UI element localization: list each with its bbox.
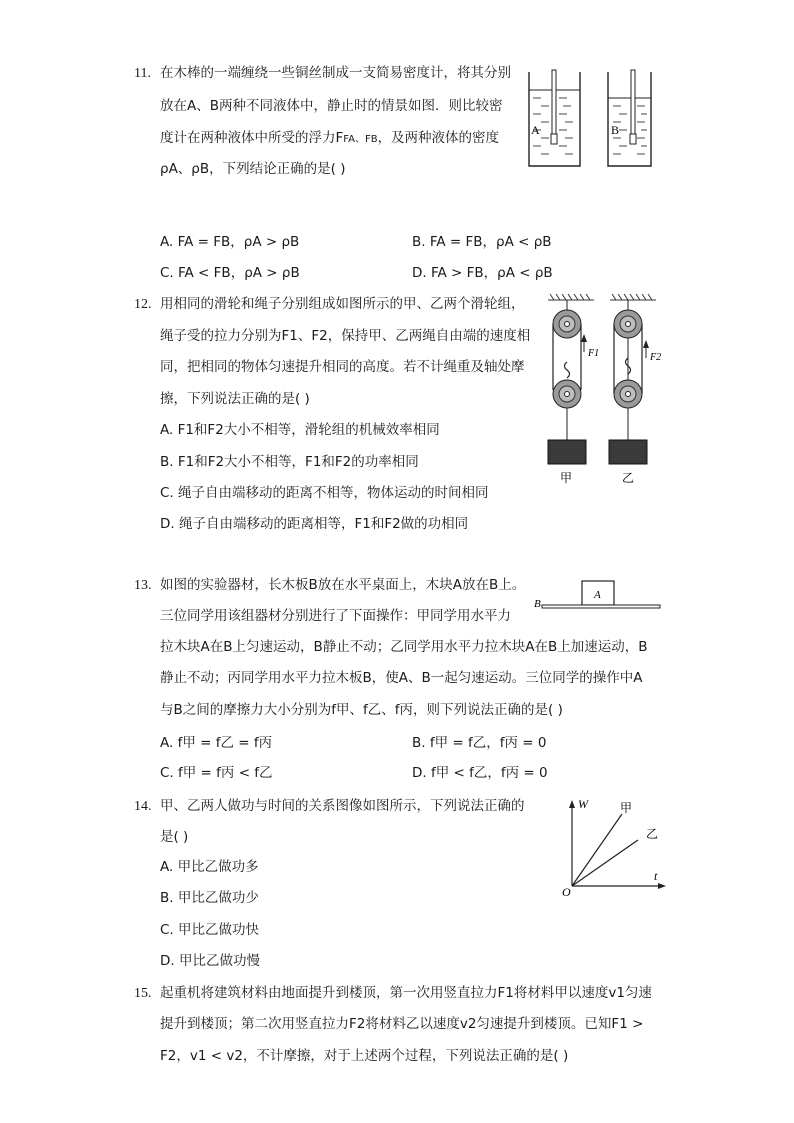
question-text-line: 提升到楼顶；第二次用竖直拉力F2将材料乙以速度v2匀速提升到楼顶。已知F1 > [160, 1016, 644, 1032]
option-d: D. f甲 < f乙，f丙 = 0 [412, 765, 548, 781]
option-a: A. F1和F2大小不相等，滑轮组的机械效率相同 [160, 422, 440, 438]
question-text-line: 拉木块A在B上匀速运动，B静止不动；乙同学用水平力拉木块A在B上加速运动，B [160, 639, 648, 655]
question-text-line: 度计在两种液体中所受的浮力FFA、FB，及两种液体的密度 [160, 130, 500, 146]
option-d: D. FA > FB，ρA < ρB [412, 265, 553, 281]
svg-text:O: O [562, 885, 571, 899]
question-text-line: 用相同的滑轮和绳子分别组成如图所示的甲、乙两个滑轮组， [160, 296, 525, 312]
question-text-line: 甲、乙两人做功与时间的关系图像如图所示，下列说法正确的 [160, 798, 525, 814]
option-a: A. FA = FB，ρA > ρB [160, 234, 300, 250]
label-b: B [534, 598, 541, 610]
svg-text:W: W [578, 797, 588, 811]
question-text-line: 放在A、B两种不同液体中，静止时的情景如图．则比较密 [160, 98, 503, 114]
svg-text:甲: 甲 [620, 801, 633, 815]
option-a: A. 甲比乙做功多 [160, 859, 259, 875]
option-b: B. 甲比乙做功少 [160, 890, 259, 906]
question-text-line: 绳子受的拉力分别为F1、F2，保持甲、乙两绳自由端的速度相 [160, 328, 531, 344]
question-text-line: F2，v1 < v2，不计摩擦，对于上述两个过程，下列说法正确的是( ) [160, 1048, 569, 1064]
svg-text:乙: 乙 [646, 827, 659, 841]
question-text-line: 是( ) [160, 829, 189, 845]
line-jia [572, 814, 622, 886]
question-text-line: 静止不动；丙同学用水平力拉木板B，使A、B一起匀速运动。三位同学的操作中A [160, 670, 643, 686]
question-number: 13. [134, 578, 152, 593]
option-d: D. 甲比乙做功慢 [160, 953, 260, 969]
question-text-line: 与B之间的摩擦力大小分别为f甲、f乙、f丙，则下列说法正确的是( ) [160, 702, 563, 718]
option-c: C. f甲 = f丙 < f乙 [160, 765, 273, 781]
option-a: A. f甲 = f乙 = f丙 [160, 735, 273, 751]
question-text-line: ρA、ρB，下列结论正确的是( ) [160, 161, 346, 177]
pulley-system-yi [609, 300, 661, 485]
label-f1: F1 [588, 348, 600, 359]
question-text-line: 擦，下列说法正确的是( ) [160, 391, 310, 407]
question-text-line: 同，把相同的物体匀速提升相同的高度。若不计绳重及轴处摩 [160, 359, 525, 375]
option-c: C. FA < FB，ρA > ρB [160, 265, 300, 281]
option-c: C. 绳子自由端移动的距离不相等，物体运动的时间相同 [160, 485, 489, 501]
line-yi [572, 840, 638, 886]
label-a: A [531, 123, 540, 137]
beaker-a [529, 70, 580, 166]
question-text-line: 三位同学用该组器材分别进行了下面操作：甲同学用水平力 [160, 608, 511, 624]
pulley-system-jia [548, 300, 599, 485]
label-yi: 乙 [622, 471, 635, 485]
pulley-figure [540, 292, 670, 487]
label-b: B [611, 123, 620, 137]
svg-text:t: t [654, 869, 658, 883]
option-d: D. 绳子自由端移动的距离相等，F1和F2做的功相同 [160, 516, 469, 532]
question-text-line: 如图的实验器材，长木板B放在水平桌面上，木块A放在B上。 [160, 577, 526, 593]
question-number: 14. [134, 799, 152, 814]
option-b: B. f甲 = f乙，f丙 = 0 [412, 735, 547, 751]
option-b: B. F1和F2大小不相等，F1和F2的功率相同 [160, 454, 419, 470]
label-a: A [594, 589, 601, 601]
question-text-line: 在木棒的一端缠绕一些铜丝制成一支简易密度计，将其分别 [160, 65, 511, 81]
label-f2: F2 [650, 352, 662, 363]
question-number: 11. [134, 66, 151, 81]
question-text-line: 起重机将建筑材料由地面提升到楼顶，第一次用竖直拉力F1将材料甲以速度v1匀速 [160, 985, 652, 1001]
option-b: B. FA = FB，ρA < ρB [412, 234, 552, 250]
label-jia: 甲 [560, 471, 573, 485]
question-number: 12. [134, 297, 152, 312]
beaker-b [608, 70, 651, 166]
board-block-figure [534, 580, 664, 610]
hydrometer-figure [525, 68, 655, 178]
work-time-graph [560, 796, 670, 899]
option-c: C. 甲比乙做功快 [160, 922, 260, 938]
question-number: 15. [134, 986, 152, 1001]
